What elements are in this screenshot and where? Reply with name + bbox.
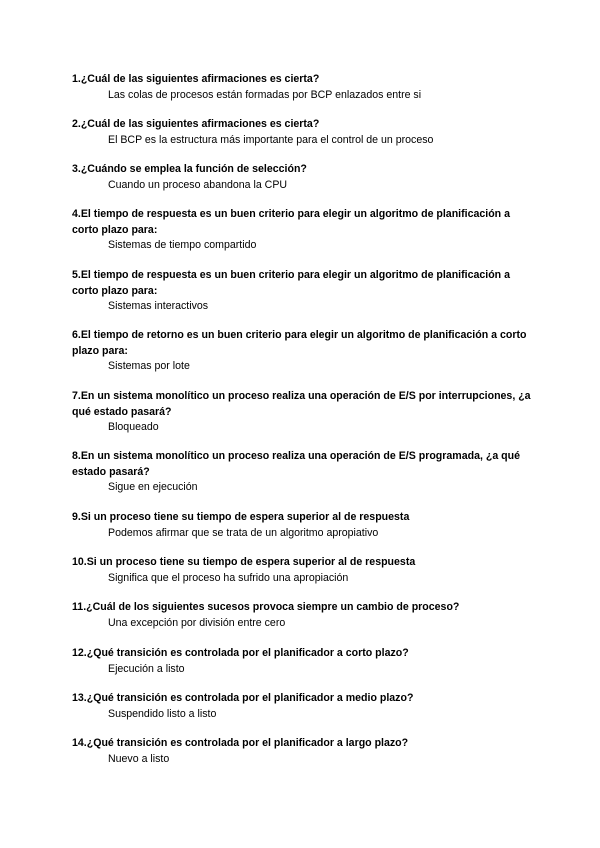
qa-item-5 — [72, 268, 532, 315]
question-12: 12.¿Qué transición es controlada por el planificador a corto plazo? — [72, 647, 409, 659]
qa-item-1 — [72, 72, 532, 103]
qa-item-14 — [72, 736, 532, 767]
question-9: 9.Si un proceso tiene su tiempo de espera superior al de respuesta — [72, 511, 410, 523]
qa-item-11 — [72, 600, 532, 631]
qa-item-12 — [72, 646, 532, 677]
answer-5: Sistemas interactivos — [108, 300, 209, 312]
qa-item-3 — [72, 162, 532, 193]
question-3: 3.¿Cuándo se emplea la función de selección? — [72, 163, 307, 175]
question-1: 1.¿Cuál de las siguientes afirmaciones es cierta? — [72, 73, 320, 85]
qa-item-9 — [72, 510, 532, 541]
answer-11: Una excepción por división entre cero — [108, 616, 286, 629]
answer-10: Significa que el proceso ha sufrido una apropiación — [108, 571, 349, 584]
qa-item-2 — [72, 117, 532, 148]
answer-1: Las colas de procesos están formadas por BCP enlazados entre si — [108, 88, 422, 101]
question-7: 7.En un sistema monolítico un proceso realiza una operación de E/S por interrupciones, ¿a qué estado pasará? — [72, 390, 531, 418]
qa-item-6 — [72, 328, 532, 375]
answer-13: Suspendido listo a listo — [108, 707, 217, 720]
qa-item-7 — [72, 389, 532, 436]
question-4: 4.El tiempo de respuesta es un buen criterio para elegir un algoritmo de planificación a corto plazo para: — [72, 208, 510, 236]
answer-3: Cuando un proceso abandona la CPU — [108, 178, 288, 191]
question-2: 2.¿Cuál de las siguientes afirmaciones es cierta? — [72, 118, 320, 130]
question-13: 13.¿Qué transición es controlada por el planificador a medio plazo? — [72, 692, 414, 704]
question-14: 14.¿Qué transición es controlada por el planificador a largo plazo? — [72, 737, 409, 749]
qa-item-4 — [72, 207, 532, 254]
answer-4: Sistemas de tiempo compartido — [108, 239, 257, 251]
qa-item-13 — [72, 691, 532, 722]
question-10: 10.Si un proceso tiene su tiempo de espera superior al de respuesta — [72, 556, 416, 568]
answer-14: Nuevo a listo — [108, 752, 170, 765]
answer-2: El BCP es la estructura más importante para el control de un proceso — [108, 133, 434, 146]
answer-7: Bloqueado — [108, 421, 159, 433]
answer-6: Sistemas por lote — [108, 360, 190, 372]
question-5: 5.El tiempo de respuesta es un buen criterio para elegir un algoritmo de planificación a corto plazo para: — [72, 269, 510, 297]
question-6: 6.El tiempo de retorno es un buen criterio para elegir un algoritmo de planificación a corto plazo para: — [72, 329, 527, 357]
answer-9: Podemos afirmar que se trata de un algoritmo apropiativo — [108, 526, 379, 539]
question-8: 8.En un sistema monolítico un proceso realiza una operación de E/S programada, ¿a qué estado pasará? — [72, 450, 520, 478]
answer-12: Ejecución a listo — [108, 662, 185, 675]
answer-8: Sigue en ejecución — [108, 481, 198, 493]
qa-item-8 — [72, 449, 532, 496]
question-11: 11.¿Cuál de los siguientes sucesos provoca siempre un cambio de proceso? — [72, 601, 460, 613]
qa-item-10 — [72, 555, 532, 586]
